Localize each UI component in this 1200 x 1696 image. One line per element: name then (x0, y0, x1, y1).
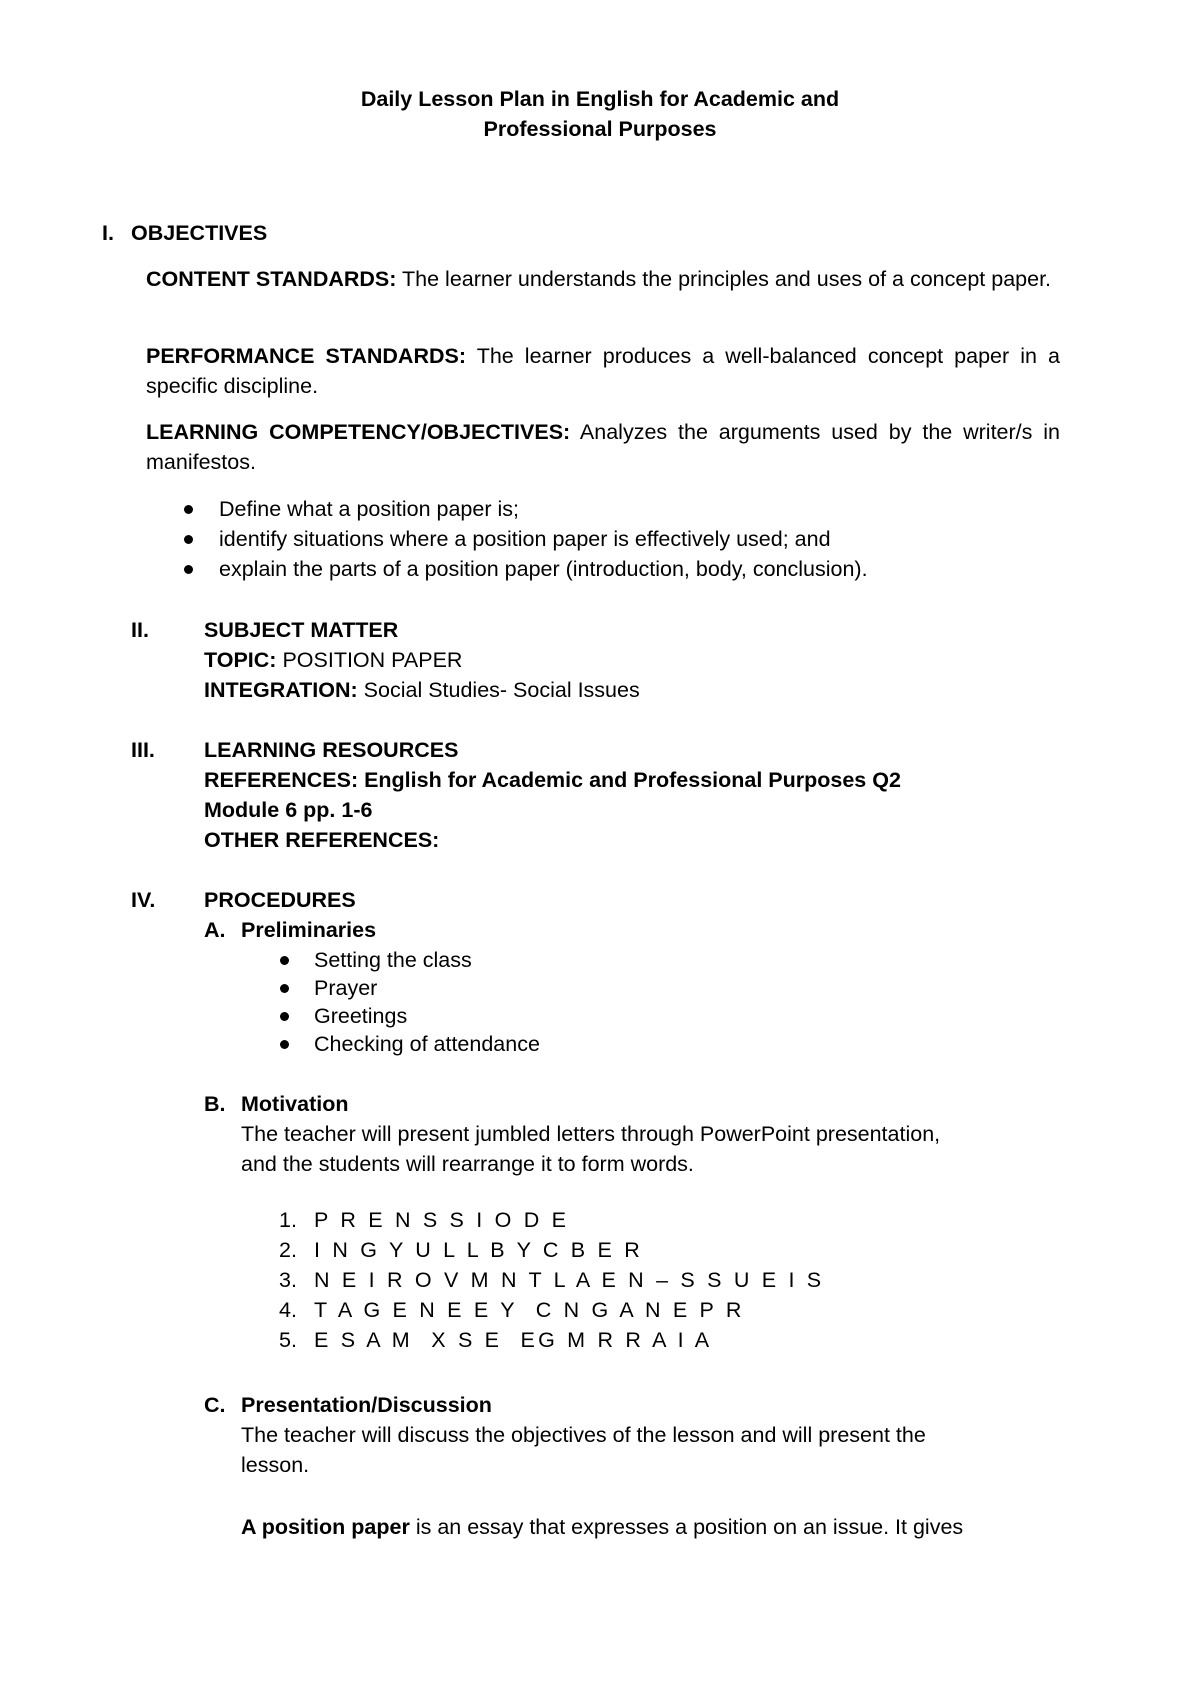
definition-text: is an essay that expresses a position on an issue. It gives (415, 1515, 964, 1539)
subsection-heading-presentation: Presentation/Discussion (241, 1393, 492, 1417)
bullet-icon (280, 1012, 289, 1021)
integration-value: Social Studies- Social Issues (363, 678, 640, 702)
preliminary-item-1: Setting the class (314, 948, 472, 972)
motivation-text-line-1: The teacher will present jumbled letters through PowerPoint presentation, (241, 1122, 941, 1146)
jumbled-word-4: T A G E N E E Y C N G A N E P R (314, 1298, 745, 1322)
presentation-text-line-1: The teacher will discuss the objectives of the lesson and will present the (241, 1423, 926, 1447)
section-heading-subject-matter: SUBJECT MATTER (204, 618, 399, 642)
learning-competency (146, 417, 1060, 477)
content-standards (146, 264, 1060, 294)
topic-label: TOPIC: (204, 648, 277, 672)
section-heading-objectives: OBJECTIVES (131, 221, 268, 245)
objective-bullet-2: identify situations where a position paper is effectively used; and (219, 527, 831, 551)
title-line-1: Daily Lesson Plan in English for Academic and (360, 87, 840, 111)
topic-line (204, 645, 462, 675)
bullet-icon (184, 565, 193, 574)
jumbled-number-1: 1. (279, 1208, 297, 1232)
integration-label: INTEGRATION: (204, 678, 358, 702)
topic-value: POSITION PAPER (282, 648, 463, 672)
jumbled-number-4: 4. (279, 1298, 297, 1322)
position-paper-definition (241, 1512, 963, 1542)
jumbled-word-1: P R E N S S I O D E (314, 1208, 570, 1232)
performance-standards (146, 341, 1060, 401)
learning-competency-text: Analyzes the arguments used by the writer/s in manifestos. (146, 420, 1060, 474)
bullet-icon (280, 956, 289, 965)
bullet-icon (280, 984, 289, 993)
subsection-letter-a: A. (204, 918, 226, 942)
subsection-letter-b: B. (204, 1092, 226, 1116)
title-line-2: Professional Purposes (483, 117, 717, 141)
preliminary-item-3: Greetings (314, 1004, 408, 1028)
performance-standards-text: The learner produces a well-balanced concept paper in a specific discipline. (146, 344, 1060, 398)
jumbled-word-5: E S A M X S E EG M R R A I A (314, 1328, 713, 1352)
integration-line (204, 675, 640, 705)
jumbled-number-2: 2. (279, 1238, 297, 1262)
learning-competency-label: LEARNING COMPETENCY/OBJECTIVES: (146, 420, 571, 444)
section-numeral-4: IV. (131, 888, 156, 912)
jumbled-word-2: I N G Y U L L B Y C B E R (314, 1238, 643, 1262)
content-standards-text: The learner understands the principles and uses of a concept paper. (402, 267, 1052, 291)
section-numeral-1: I. (102, 221, 114, 245)
section-numeral-3: III. (131, 738, 155, 762)
content-standards-label: CONTENT STANDARDS: (146, 267, 397, 291)
performance-standards-label: PERFORMANCE STANDARDS: (146, 344, 467, 368)
objective-bullet-1: Define what a position paper is; (219, 497, 519, 521)
presentation-text-line-2: lesson. (241, 1453, 310, 1477)
objective-bullet-3: explain the parts of a position paper (introduction, body, conclusion). (219, 557, 868, 581)
jumbled-number-3: 3. (279, 1268, 297, 1292)
section-heading-learning-resources: LEARNING RESOURCES (204, 738, 459, 762)
subsection-heading-motivation: Motivation (241, 1092, 349, 1116)
subsection-letter-c: C. (204, 1393, 226, 1417)
section-heading-procedures: PROCEDURES (204, 888, 356, 912)
motivation-text-line-2: and the students will rearrange it to form words. (241, 1152, 694, 1176)
references-line-2: Module 6 pp. 1-6 (204, 798, 373, 822)
section-numeral-2: II. (131, 618, 149, 642)
document-title (0, 84, 1200, 144)
bullet-icon (184, 535, 193, 544)
references-line-1: REFERENCES: English for Academic and Professional Purposes Q2 (204, 768, 901, 792)
preliminary-item-4: Checking of attendance (314, 1032, 540, 1056)
jumbled-word-3: N E I R O V M N T L A E N – S S U E I S (314, 1268, 825, 1292)
bullet-icon (280, 1040, 289, 1049)
preliminary-item-2: Prayer (314, 976, 378, 1000)
other-references: OTHER REFERENCES: (204, 828, 440, 852)
subsection-heading-preliminaries: Preliminaries (241, 918, 377, 942)
bullet-icon (184, 505, 193, 514)
jumbled-number-5: 5. (279, 1328, 297, 1352)
definition-term: A position paper (241, 1515, 410, 1539)
